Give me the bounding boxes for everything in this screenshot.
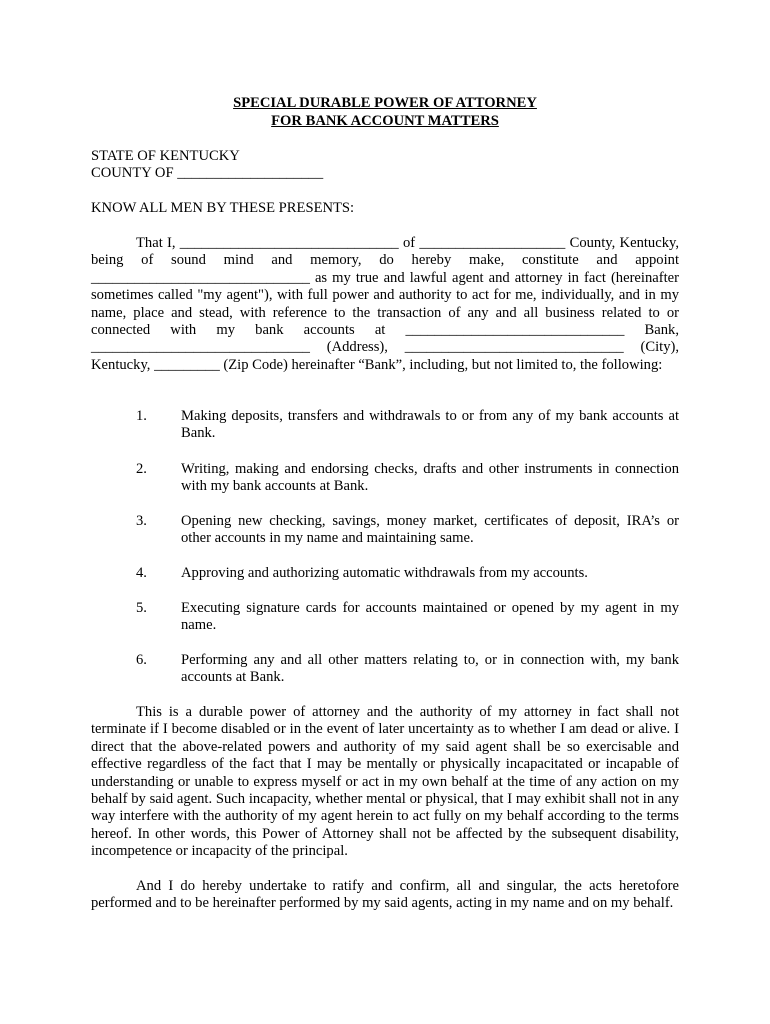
document-title-line-2: FOR BANK ACCOUNT MATTERS (271, 113, 499, 129)
know-all-heading: KNOW ALL MEN BY THESE PRESENTS: (91, 200, 355, 216)
list-item-number: 3. (136, 513, 147, 529)
list-item-number: 1. (136, 408, 147, 424)
intro-paragraph (91, 235, 679, 374)
ratify-text: And I do hereby undertake to ratify and confirm, all and singular, the acts heretofore performed and to be hereinafter performed by my said agents, acting in my name and on my behalf. (91, 878, 679, 912)
document-title-line-1: SPECIAL DURABLE POWER OF ATTORNEY (233, 95, 537, 111)
state-line: STATE OF KENTUCKY (91, 148, 240, 164)
list-item: Executing signature cards for accounts maintained or opened by my agent in my name. (181, 600, 679, 634)
list-item-number: 4. (136, 565, 147, 581)
list-item: Making deposits, transfers and withdrawals to or from any of my bank accounts at Bank. (181, 408, 679, 442)
list-item: Performing any and all other matters relating to, or in connection with, my bank accounts at Bank. (181, 652, 679, 686)
ratify-paragraph (91, 878, 679, 913)
durable-paragraph (91, 704, 679, 861)
list-item: Approving and authorizing automatic withdrawals from my accounts. (181, 565, 588, 581)
intro-text: That I, ______________________________ of ____________________ County, Kentucky, being of sound mind and memory, do hereby make, constitute and appoint ______________________________ as my true and lawful agent and attorney in fact (hereinafter sometimes called "my agent"), with full power and authority to act for me, individually, and in my name, place and stead, with reference to the transaction of any and all business related to or connected with my bank accounts at ______________________________ Bank, ______________________________ (Address), ______________________________ (City), Kentucky, _________ (Zip Code) hereinafter “Bank”, including, but not limited to, the following: (91, 235, 679, 373)
county-line: COUNTY OF ____________________ (91, 165, 324, 181)
list-item: Opening new checking, savings, money market, certificates of deposit, IRA’s or other accounts in my name and maintaining same. (181, 513, 679, 547)
list-item-number: 6. (136, 652, 147, 668)
list-item-number: 5. (136, 600, 147, 616)
durable-text: This is a durable power of attorney and the authority of my attorney in fact shall not terminate if I become disabled or in the event of later uncertainty as to whether I am dead or alive. I direct that the above-related powers and authority of my said agent shall be so exercisable and effective regardless of the fact that I may be mentally or physically incapacitated or incapable of understanding or unable to express myself or act in my own behalf at the time of any action on my behalf by said agent. Such incapacity, whether mental or physical, that I may exhibit shall not in any way interfere with the authority of my agent herein to act fully on my behalf according to the terms hereof. In other words, this Power of Attorney shall not be affected by the subsequent disability, incompetence or incapacity of the principal. (91, 704, 679, 860)
list-item-number: 2. (136, 461, 147, 477)
list-item: Writing, making and endorsing checks, drafts and other instruments in connection with my bank accounts at Bank. (181, 461, 679, 495)
